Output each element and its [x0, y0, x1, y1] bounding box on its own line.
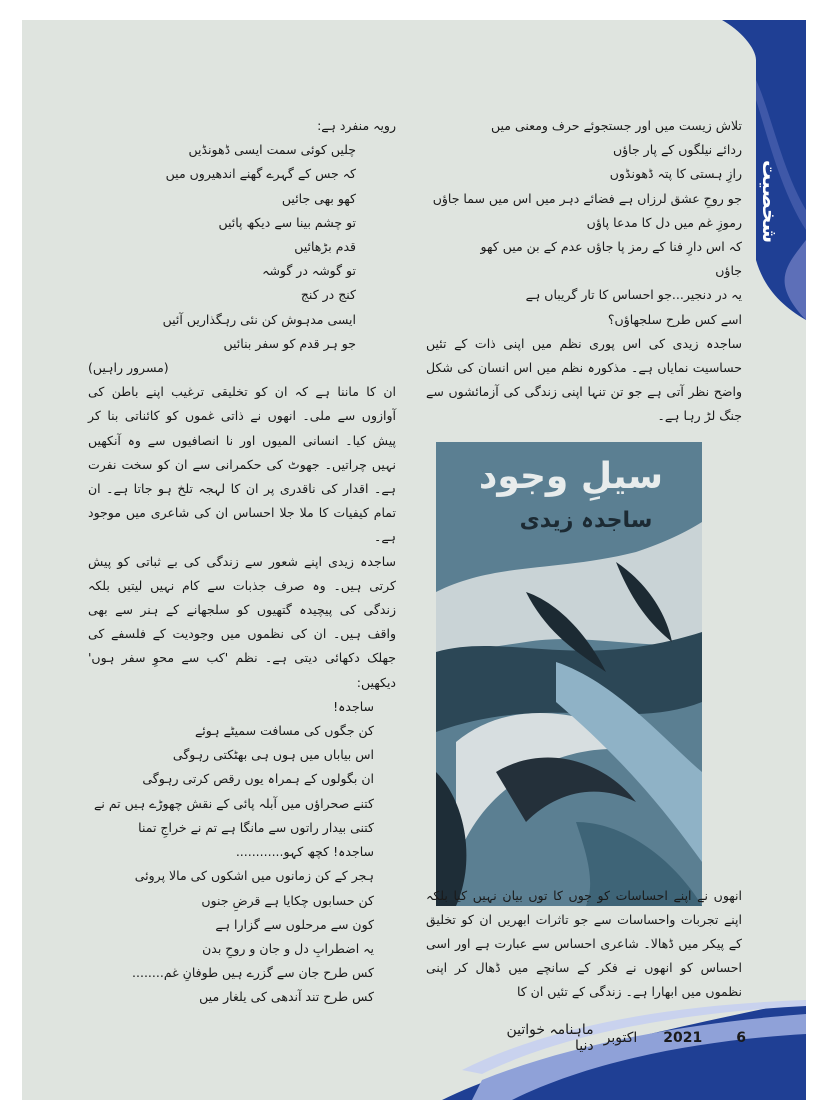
body-paragraph: ساجدہ زیدی اپنے شعور سے زندگی کی بے ثباتی کو پیش کرتی ہیں۔ وہ صرف جذبات سے کام نہیں لیتیں بلکہ زندگی کی پیچیدہ گتھیوں کو سلجھانے کے ہنر سے بھی واقف ہیں۔ ان کی نظموں میں وجودیت کے فلسفے کی جھلک دکھائی دیتی ہے۔ نظم 'کب سے محوِ سفر ہوں' دیکھیں: — [88, 553, 396, 690]
poem-line: قدم بڑھائیں — [294, 239, 356, 255]
poem-line: تلاش زیست میں اور جستجوئے حرف ومعنی میں — [491, 118, 742, 133]
issue-month: اکتوبر — [603, 1030, 638, 1046]
poem-line: ساجدہ! — [333, 698, 374, 714]
section-tab-label: شخصیت — [758, 160, 782, 244]
page-footer — [484, 1022, 746, 1054]
page-number: 6 — [736, 1030, 746, 1046]
poem-intro: رویہ منفرد ہے: — [317, 118, 396, 133]
poem-line: چلیں کوئی سمت ایسی ڈھونڈیں — [188, 142, 356, 158]
poem-line: کھو بھی جائیں — [281, 190, 356, 206]
poem-line: کس طرح تند آندھی کی یلغار میں — [199, 989, 374, 1005]
poem-line: ردائے نیلگوں کے پار جاؤں — [612, 142, 742, 158]
poem-line: تو گوشہ در گوشہ — [262, 263, 356, 279]
right-column — [426, 114, 742, 429]
poem-line: کتنے صحراؤں میں آبلہ پائی کے نقش چھوڑے ہیں تم نے — [94, 795, 374, 811]
issue-year: 2021 — [663, 1030, 703, 1046]
poem-line: جاؤں — [715, 263, 742, 279]
poem-line: کن حسابوں چکایا ہے قرضِ جنوں — [201, 892, 374, 908]
poem-line: کنج در کنج — [300, 287, 356, 303]
poem-line: کون سے مرحلوں سے گزارا ہے — [215, 916, 374, 932]
poem-line: رموزِ غم میں دل کا مدعا پاؤں — [586, 214, 742, 230]
body-paragraph: ان کا ماننا ہے کہ ان کو تخلیقی ترغیب اپنے باطن کی آوازوں سے ملی۔ انھوں نے ذاتی غموں کو کائناتی بنا کر پیش کیا۔ انسانی المیوں اور نا انصافیوں سے وہ آنکھیں نہیں چراتیں۔ جھوٹ کی حکمرانی سے ان کو سخت نفرت ہے۔ اقدار کی ناقدری پر ان کا لہجہ تلخ ہو جاتا ہے۔ ان تمام کیفیات کا ملا جلا احساس ان کی شاعری میں موجود ہے۔ — [88, 384, 396, 545]
poem-line: کہ جس کے گہرے گھنے اندھیروں میں — [165, 166, 356, 182]
poem-line: جو ہر قدم کو سفر بنائیں — [223, 335, 356, 351]
body-paragraph: ساجدہ زیدی کی اس پوری نظم میں اپنی ذات کے تئیں حساسیت نمایاں ہے۔ مذکورہ نظم میں اس انسان کی شکل واضح نظر آتی ہے جو تن تنہا اپنی زندگی کی آزمائشوں سے جنگ لڑ رہا ہے۔ — [426, 335, 742, 424]
poem-line: ساجدہ! کچھ کہو............ — [235, 844, 374, 860]
poem-line: ان بگولوں کے ہمراہ یوں رقص کرتی رہوگی — [142, 771, 374, 787]
poem-line: تو چشم بینا سے دیکھ پائیں — [218, 214, 356, 230]
magazine-name: ماہنامہ خواتین دنیا — [506, 1022, 594, 1054]
poem-source: (مسرور راہیں) — [88, 360, 169, 376]
poem-line: جو روحِ عشق لرزاں ہے فضائے دہر میں اس میں سما جاؤں — [432, 190, 742, 206]
poem-line: کس طرح جان سے گزرے ہیں طوفانِ غم........ — [132, 965, 374, 981]
poem-line: یہ در دنجیر...جو احساس کا تار گریباں ہے — [525, 287, 742, 303]
book-cover-title: سیلِ وجود — [478, 456, 664, 497]
magazine-page — [22, 20, 806, 1100]
poem-line: کتنی بیدار راتوں سے مانگا ہے تم نے خراجِ تمنا — [138, 819, 374, 835]
book-cover-image — [436, 442, 702, 906]
left-column — [88, 114, 396, 1010]
poem-line: یہ اضطرابِ دل و جان و روحِ بدن — [202, 940, 374, 956]
cover-caption-paragraph: انھوں نے اپنے احساسات کو جوں کا توں بیان نہیں کیا بلکہ اپنے تجربات واحساسات سے جو تاثرات ابھریں ان کو تخلیق کے پیکر میں ڈھالا۔ شاعری احساس سے عبارت ہے اور اسی احساس کو انھوں نے فکر کے سانچے میں ڈھال کر اپنی نظموں میں ابھارا ہے۔ زندگی کے تئیں ان کا — [426, 888, 742, 999]
poem-line: اس بیاباں میں ہوں ہی بھٹکتی رہوگی — [172, 747, 374, 763]
poem-line: رازِ ہستی کا پتہ ڈھونڈوں — [609, 166, 742, 182]
poem-line: کہ اس دارِ فنا کے رمز پا جاؤں عدم کے بن میں کھو — [480, 239, 742, 255]
poem-line: اسے کس طرح سلجھاؤں؟ — [607, 311, 742, 327]
poem-line: ایسی مدہوش کن نئی رہگذاریں آئیں — [162, 311, 356, 327]
poem-line: کن جگوں کی مسافت سمیٹے ہوئے — [194, 723, 374, 739]
book-cover-author: ساجدہ زیدی — [519, 508, 653, 533]
poem-line: ہجر کے کن زمانوں میں اشکوں کی مالا پروئی — [134, 868, 374, 884]
